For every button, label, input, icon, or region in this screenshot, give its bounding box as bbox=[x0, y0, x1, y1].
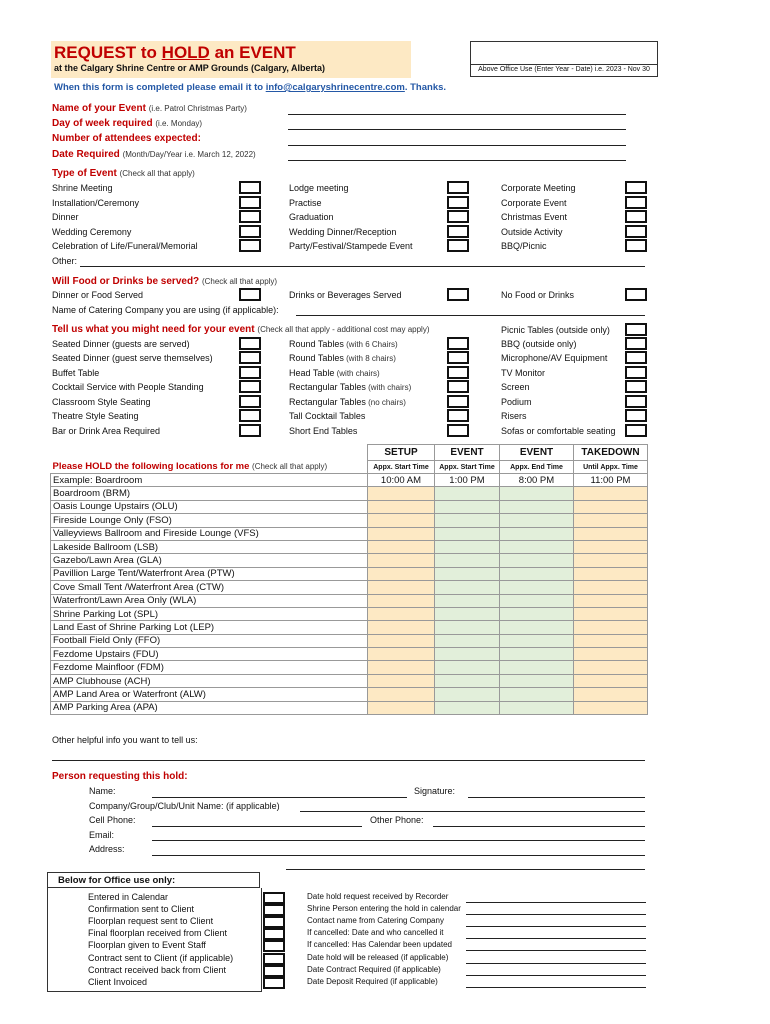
location-name: Pavillion Large Tent/Waterfront Area (PTW) bbox=[51, 567, 368, 580]
food-option: Drinks or Beverages Served bbox=[289, 290, 402, 300]
time-input-cell[interactable] bbox=[574, 487, 648, 500]
time-input-cell[interactable] bbox=[368, 514, 435, 527]
attendees-label: Number of attendees expected: bbox=[52, 133, 201, 144]
other-phone-label: Other Phone: bbox=[370, 815, 424, 825]
event-type-item: BBQ/Picnic bbox=[501, 241, 547, 251]
office-item: Contract sent to Client (if applicable) bbox=[88, 952, 234, 963]
address-field-2[interactable] bbox=[286, 869, 645, 870]
needs-checkbox[interactable] bbox=[239, 351, 261, 364]
time-input-cell[interactable] bbox=[574, 514, 648, 527]
table-row bbox=[51, 594, 648, 607]
time-input-cell[interactable] bbox=[500, 567, 574, 580]
location-name: Example: Boardroom bbox=[51, 474, 368, 487]
time-input-cell[interactable] bbox=[435, 594, 500, 607]
event-type-item: Corporate Event bbox=[501, 198, 567, 208]
event-end-header: EVENT bbox=[500, 445, 574, 461]
cell-label: Cell Phone: bbox=[89, 815, 136, 825]
no-food-checkbox[interactable] bbox=[625, 288, 647, 301]
name-label: Name: bbox=[89, 786, 116, 796]
time-input-cell[interactable] bbox=[574, 581, 648, 594]
needs-item: Short End Tables bbox=[289, 426, 358, 436]
table-row bbox=[51, 514, 648, 527]
office-note-field[interactable] bbox=[466, 902, 646, 903]
needs-checkbox[interactable] bbox=[239, 395, 261, 408]
table-row bbox=[51, 581, 648, 594]
event-type-checkbox[interactable] bbox=[239, 196, 261, 209]
needs-checkbox[interactable] bbox=[239, 366, 261, 379]
location-name: AMP Clubhouse (ACH) bbox=[51, 674, 368, 687]
attendees-field[interactable] bbox=[288, 145, 626, 146]
needs-checkbox[interactable] bbox=[447, 351, 469, 364]
date-label: Date Required (Month/Day/Year i.e. March 12, 2022) bbox=[52, 149, 256, 160]
date-field[interactable] bbox=[288, 160, 626, 161]
time-input-cell[interactable] bbox=[368, 674, 435, 687]
table-row bbox=[51, 674, 648, 687]
email-link[interactable]: info@calgaryshrinecentre.com bbox=[265, 82, 405, 93]
time-input-cell[interactable] bbox=[368, 607, 435, 620]
event-name-label: Name of your Event (i.e. Patrol Christmas Party) bbox=[52, 103, 247, 114]
event-type-checkbox[interactable] bbox=[625, 181, 647, 194]
time-input-cell[interactable] bbox=[435, 514, 500, 527]
office-note-field[interactable] bbox=[466, 926, 646, 927]
table-row bbox=[51, 554, 648, 567]
time-input-cell[interactable] bbox=[435, 567, 500, 580]
needs-checkbox[interactable] bbox=[625, 380, 647, 393]
drinks-checkbox[interactable] bbox=[447, 288, 469, 301]
time-input-cell[interactable] bbox=[435, 621, 500, 634]
needs-checkbox[interactable] bbox=[625, 351, 647, 364]
form-title: REQUEST to HOLD an EVENT bbox=[54, 43, 296, 62]
needs-checkbox[interactable] bbox=[239, 424, 261, 437]
office-checkbox[interactable] bbox=[263, 904, 285, 916]
time-input-cell[interactable] bbox=[500, 634, 574, 647]
table-row bbox=[51, 540, 648, 553]
food-option: No Food or Drinks bbox=[501, 290, 575, 300]
location-name: AMP Parking Area (APA) bbox=[51, 701, 368, 714]
needs-checkbox[interactable] bbox=[625, 395, 647, 408]
table-row bbox=[51, 648, 648, 661]
office-note-field[interactable] bbox=[466, 963, 646, 964]
office-item: Confirmation sent to Client bbox=[88, 904, 195, 915]
needs-item: Classroom Style Seating bbox=[52, 397, 151, 407]
locations-heading: Please HOLD the following locations for me (Check all that apply) bbox=[52, 461, 328, 472]
office-checkbox[interactable] bbox=[263, 940, 285, 952]
needs-item: Podium bbox=[501, 397, 532, 407]
needs-checkbox[interactable] bbox=[239, 409, 261, 422]
office-date-field[interactable] bbox=[470, 41, 658, 65]
event-type-heading: Type of Event (Check all that apply) bbox=[52, 168, 195, 179]
needs-item: Round Tables (with 8 chairs) bbox=[289, 353, 396, 363]
example-row bbox=[51, 474, 648, 487]
table-row bbox=[51, 487, 648, 500]
other-phone-field[interactable] bbox=[433, 826, 645, 827]
time-input-cell[interactable] bbox=[574, 688, 648, 701]
needs-item: Bar or Drink Area Required bbox=[52, 426, 161, 436]
event-end-subheader: Appx. End Time bbox=[500, 461, 574, 474]
time-input-cell[interactable] bbox=[368, 487, 435, 500]
time-input-cell[interactable] bbox=[368, 581, 435, 594]
event-type-checkbox[interactable] bbox=[239, 225, 261, 238]
office-note: Date hold request received by Recorder bbox=[307, 892, 449, 901]
time-input-cell[interactable] bbox=[500, 648, 574, 661]
time-input-cell[interactable] bbox=[435, 540, 500, 553]
event-type-checkbox[interactable] bbox=[625, 225, 647, 238]
company-label: Company/Group/Club/Unit Name: (if applicable) bbox=[89, 801, 280, 811]
event-type-checkbox[interactable] bbox=[239, 181, 261, 194]
time-input-cell[interactable] bbox=[435, 500, 500, 513]
needs-checkbox[interactable] bbox=[447, 395, 469, 408]
office-item: Floorplan given to Event Staff bbox=[88, 940, 206, 951]
time-input-cell[interactable] bbox=[574, 540, 648, 553]
event-type-checkbox[interactable] bbox=[447, 210, 469, 223]
time-input-cell[interactable] bbox=[500, 554, 574, 567]
event-type-item: Wedding Dinner/Reception bbox=[289, 227, 397, 237]
time-input-cell[interactable] bbox=[368, 540, 435, 553]
time-input-cell[interactable] bbox=[500, 540, 574, 553]
location-name: Lakeside Ballroom (LSB) bbox=[51, 540, 368, 553]
time-input-cell[interactable] bbox=[574, 607, 648, 620]
table-row bbox=[51, 527, 648, 540]
office-note-field[interactable] bbox=[466, 938, 646, 939]
needs-item: Theatre Style Seating bbox=[52, 411, 139, 421]
event-type-item: Practise bbox=[289, 198, 322, 208]
time-input-cell[interactable] bbox=[500, 594, 574, 607]
event-type-checkbox[interactable] bbox=[625, 196, 647, 209]
time-input-cell[interactable] bbox=[435, 661, 500, 674]
event-type-item: Graduation bbox=[289, 212, 334, 222]
time-input-cell[interactable] bbox=[500, 688, 574, 701]
time-cell: 10:00 AM bbox=[368, 474, 435, 487]
time-input-cell[interactable] bbox=[435, 607, 500, 620]
event-type-item: Corporate Meeting bbox=[501, 183, 576, 193]
event-start-header: EVENT bbox=[435, 445, 500, 461]
needs-item: Tall Cocktail Tables bbox=[289, 411, 366, 421]
event-type-checkbox[interactable] bbox=[447, 239, 469, 252]
day-label: Day of week required (i.e. Monday) bbox=[52, 118, 203, 129]
time-input-cell[interactable] bbox=[574, 621, 648, 634]
signature-field[interactable] bbox=[468, 797, 645, 798]
event-type-item: Installation/Ceremony bbox=[52, 198, 140, 208]
needs-checkbox[interactable] bbox=[625, 424, 647, 437]
time-input-cell[interactable] bbox=[435, 634, 500, 647]
office-checkbox[interactable] bbox=[263, 977, 285, 989]
office-item: Contract received back from Client bbox=[88, 964, 227, 975]
office-checkbox[interactable] bbox=[263, 928, 285, 940]
person-heading: Person requesting this hold: bbox=[52, 771, 188, 782]
office-note-field[interactable] bbox=[466, 914, 646, 915]
location-name: Oasis Lounge Upstairs (OLU) bbox=[51, 500, 368, 513]
table-row bbox=[51, 567, 648, 580]
event-type-item: Shrine Meeting bbox=[52, 183, 113, 193]
needs-checkbox[interactable] bbox=[239, 380, 261, 393]
location-name: Cove Small Tent /Waterfront Area (CTW) bbox=[51, 581, 368, 594]
event-type-item: Party/Festival/Stampede Event bbox=[289, 241, 413, 251]
food-option: Dinner or Food Served bbox=[52, 290, 144, 300]
locations-table bbox=[50, 444, 648, 715]
table-row bbox=[51, 621, 648, 634]
day-field[interactable] bbox=[288, 129, 626, 130]
needs-checkbox[interactable] bbox=[239, 337, 261, 350]
event-type-item: Outside Activity bbox=[501, 227, 563, 237]
time-input-cell[interactable] bbox=[500, 581, 574, 594]
time-input-cell[interactable] bbox=[368, 701, 435, 714]
time-input-cell[interactable] bbox=[574, 674, 648, 687]
email-instruction: When this form is completed please email it to info@calgaryshrinecentre.com. Thanks. bbox=[54, 82, 447, 93]
needs-item: Head Table (with chairs) bbox=[289, 368, 380, 378]
office-checkbox[interactable] bbox=[263, 953, 285, 965]
event-type-item: Celebration of Life/Funeral/Memorial bbox=[52, 241, 198, 251]
time-input-cell[interactable] bbox=[435, 581, 500, 594]
time-input-cell[interactable] bbox=[368, 621, 435, 634]
needs-item: Rectangular Tables (with chairs) bbox=[289, 382, 412, 392]
time-cell: 8:00 PM bbox=[500, 474, 574, 487]
event-type-item: Wedding Ceremony bbox=[52, 227, 132, 237]
table-row bbox=[51, 607, 648, 620]
time-input-cell[interactable] bbox=[500, 514, 574, 527]
event-type-checkbox[interactable] bbox=[625, 239, 647, 252]
time-input-cell[interactable] bbox=[574, 594, 648, 607]
time-input-cell[interactable] bbox=[500, 527, 574, 540]
needs-item: Rectangular Tables (no chairs) bbox=[289, 397, 406, 407]
time-input-cell[interactable] bbox=[368, 688, 435, 701]
other-field[interactable] bbox=[80, 266, 645, 267]
needs-item: Seated Dinner (guests are served) bbox=[52, 339, 190, 349]
office-note: If cancelled: Has Calendar been updated bbox=[307, 940, 452, 950]
time-input-cell[interactable] bbox=[574, 527, 648, 540]
event-type-item: Lodge meeting bbox=[289, 183, 349, 193]
needs-item: Picnic Tables (outside only) bbox=[501, 325, 610, 335]
office-date-note: Above Office Use (Enter Year - Date) i.e. 2023 - Nov 30 bbox=[470, 63, 658, 77]
event-type-checkbox[interactable] bbox=[447, 196, 469, 209]
office-item: Final floorplan received from Client bbox=[88, 928, 228, 939]
catering-label: Name of Catering Company you are using (if applicable): bbox=[52, 305, 279, 315]
company-field[interactable] bbox=[300, 811, 645, 812]
takedown-header: TAKEDOWN bbox=[574, 445, 648, 461]
office-note-field[interactable] bbox=[466, 950, 646, 951]
office-use-heading: Below for Office use only: bbox=[47, 872, 260, 888]
setup-subheader: Appx. Start Time bbox=[368, 461, 435, 474]
needs-checkbox[interactable] bbox=[447, 424, 469, 437]
takedown-subheader: Until Appx. Time bbox=[574, 461, 648, 474]
needs-item: Round Tables (with 6 Chairs) bbox=[289, 339, 398, 349]
needs-checkbox[interactable] bbox=[625, 366, 647, 379]
address-field[interactable] bbox=[152, 855, 645, 856]
time-input-cell[interactable] bbox=[500, 674, 574, 687]
time-input-cell[interactable] bbox=[368, 567, 435, 580]
other-info-field[interactable] bbox=[52, 760, 645, 761]
food-checkbox[interactable] bbox=[239, 288, 261, 301]
event-start-subheader: Appx. Start Time bbox=[435, 461, 500, 474]
email-label: Email: bbox=[89, 830, 115, 840]
office-note-field[interactable] bbox=[466, 987, 646, 988]
needs-checkbox[interactable] bbox=[625, 409, 647, 422]
time-input-cell[interactable] bbox=[368, 554, 435, 567]
location-name: Football Field Only (FFO) bbox=[51, 634, 368, 647]
cell-field[interactable] bbox=[152, 826, 362, 827]
address-label: Address: bbox=[89, 844, 125, 854]
office-note: Date Contract Required (if applicable) bbox=[307, 964, 441, 974]
location-name: AMP Land Area or Waterfront (ALW) bbox=[51, 688, 368, 701]
location-name: Fezdome Upstairs (FDU) bbox=[51, 648, 368, 661]
time-input-cell[interactable] bbox=[500, 621, 574, 634]
event-name-field[interactable] bbox=[288, 114, 626, 115]
needs-checkbox[interactable] bbox=[625, 337, 647, 350]
setup-header: SETUP bbox=[368, 445, 435, 461]
needs-item: Cocktail Service with People Standing bbox=[52, 382, 204, 392]
needs-checkbox[interactable] bbox=[447, 409, 469, 422]
time-input-cell[interactable] bbox=[368, 527, 435, 540]
location-name: Shrine Parking Lot (SPL) bbox=[51, 607, 368, 620]
location-name: Fezdome Mainfloor (FDM) bbox=[51, 661, 368, 674]
event-type-checkbox[interactable] bbox=[625, 210, 647, 223]
time-input-cell[interactable] bbox=[500, 500, 574, 513]
table-row bbox=[51, 634, 648, 647]
time-input-cell[interactable] bbox=[500, 661, 574, 674]
table-row bbox=[51, 701, 648, 714]
needs-item: BBQ (outside only) bbox=[501, 339, 577, 349]
food-heading: Will Food or Drinks be served? (Check all that apply) bbox=[52, 276, 278, 287]
location-name: Valleyviews Ballroom and Fireside Lounge (VFS) bbox=[51, 527, 368, 540]
name-field[interactable] bbox=[152, 797, 407, 798]
needs-item: Risers bbox=[501, 411, 527, 421]
time-input-cell[interactable] bbox=[574, 648, 648, 661]
needs-checkbox[interactable] bbox=[447, 380, 469, 393]
time-input-cell[interactable] bbox=[574, 701, 648, 714]
time-input-cell[interactable] bbox=[368, 500, 435, 513]
time-input-cell[interactable] bbox=[368, 634, 435, 647]
time-input-cell[interactable] bbox=[435, 688, 500, 701]
time-input-cell[interactable] bbox=[435, 648, 500, 661]
signature-label: Signature: bbox=[414, 786, 456, 796]
office-checkbox[interactable] bbox=[263, 892, 285, 904]
location-name: Waterfront/Lawn Area Only (WLA) bbox=[51, 594, 368, 607]
time-input-cell[interactable] bbox=[435, 487, 500, 500]
time-input-cell[interactable] bbox=[435, 527, 500, 540]
needs-item: Seated Dinner (guest serve themselves) bbox=[52, 353, 213, 363]
table-row bbox=[51, 661, 648, 674]
needs-item: Sofas or comfortable seating bbox=[501, 426, 616, 436]
needs-item: Screen bbox=[501, 382, 530, 392]
locations-body bbox=[51, 487, 648, 715]
time-input-cell[interactable] bbox=[500, 487, 574, 500]
needs-checkbox[interactable] bbox=[447, 337, 469, 350]
time-input-cell[interactable] bbox=[435, 674, 500, 687]
needs-item: Buffet Table bbox=[52, 368, 100, 378]
time-input-cell[interactable] bbox=[500, 701, 574, 714]
table-row bbox=[51, 688, 648, 701]
event-type-checkbox[interactable] bbox=[447, 181, 469, 194]
other-label: Other: bbox=[52, 256, 78, 266]
office-note: Date Deposit Required (if applicable) bbox=[307, 976, 438, 986]
event-type-item: Dinner bbox=[52, 212, 79, 222]
time-input-cell[interactable] bbox=[368, 594, 435, 607]
time-input-cell[interactable] bbox=[574, 500, 648, 513]
time-input-cell[interactable] bbox=[500, 607, 574, 620]
office-checkbox[interactable] bbox=[263, 965, 285, 977]
office-note: Shrine Person entering the hold in calendar bbox=[307, 904, 461, 914]
time-input-cell[interactable] bbox=[574, 554, 648, 567]
time-cell: 11:00 PM bbox=[574, 474, 648, 487]
time-input-cell[interactable] bbox=[368, 648, 435, 661]
time-input-cell[interactable] bbox=[574, 634, 648, 647]
office-note-field[interactable] bbox=[466, 975, 646, 976]
event-type-checkbox[interactable] bbox=[447, 225, 469, 238]
event-type-checkbox[interactable] bbox=[239, 239, 261, 252]
other-info-label: Other helpful info you want to tell us: bbox=[52, 735, 198, 745]
office-item: Client Invoiced bbox=[88, 976, 148, 987]
needs-heading: Tell us what you might need for your event (Check all that apply - additional cost may apply) bbox=[52, 324, 430, 335]
form-subtitle: at the Calgary Shrine Centre or AMP Grounds (Calgary, Alberta) bbox=[54, 63, 326, 73]
office-checkbox[interactable] bbox=[263, 916, 285, 928]
time-input-cell[interactable] bbox=[435, 554, 500, 567]
needs-item: TV Monitor bbox=[501, 368, 546, 378]
event-type-checkbox[interactable] bbox=[239, 210, 261, 223]
office-item: Floorplan request sent to Client bbox=[88, 916, 214, 927]
location-name: Land East of Shrine Parking Lot (LEP) bbox=[51, 621, 368, 634]
event-type-item: Christmas Event bbox=[501, 212, 568, 222]
location-name: Gazebo/Lawn Area (GLA) bbox=[51, 554, 368, 567]
location-name: Boardroom (BRM) bbox=[51, 487, 368, 500]
email-field[interactable] bbox=[152, 840, 645, 841]
needs-checkbox[interactable] bbox=[625, 323, 647, 336]
catering-field[interactable] bbox=[296, 315, 645, 316]
needs-item: Microphone/AV Equipment bbox=[501, 353, 608, 363]
time-input-cell[interactable] bbox=[435, 701, 500, 714]
time-input-cell[interactable] bbox=[574, 567, 648, 580]
needs-checkbox[interactable] bbox=[447, 366, 469, 379]
location-name: Fireside Lounge Only (FSO) bbox=[51, 514, 368, 527]
time-input-cell[interactable] bbox=[574, 661, 648, 674]
table-row bbox=[51, 500, 648, 513]
office-note: If cancelled: Date and who cancelled it bbox=[307, 928, 444, 938]
office-note: Date hold will be released (if applicable) bbox=[307, 952, 449, 962]
time-input-cell[interactable] bbox=[368, 661, 435, 674]
time-cell: 1:00 PM bbox=[435, 474, 500, 487]
office-note: Contact name from Catering Company bbox=[307, 916, 444, 926]
office-item: Entered in Calendar bbox=[88, 892, 169, 902]
